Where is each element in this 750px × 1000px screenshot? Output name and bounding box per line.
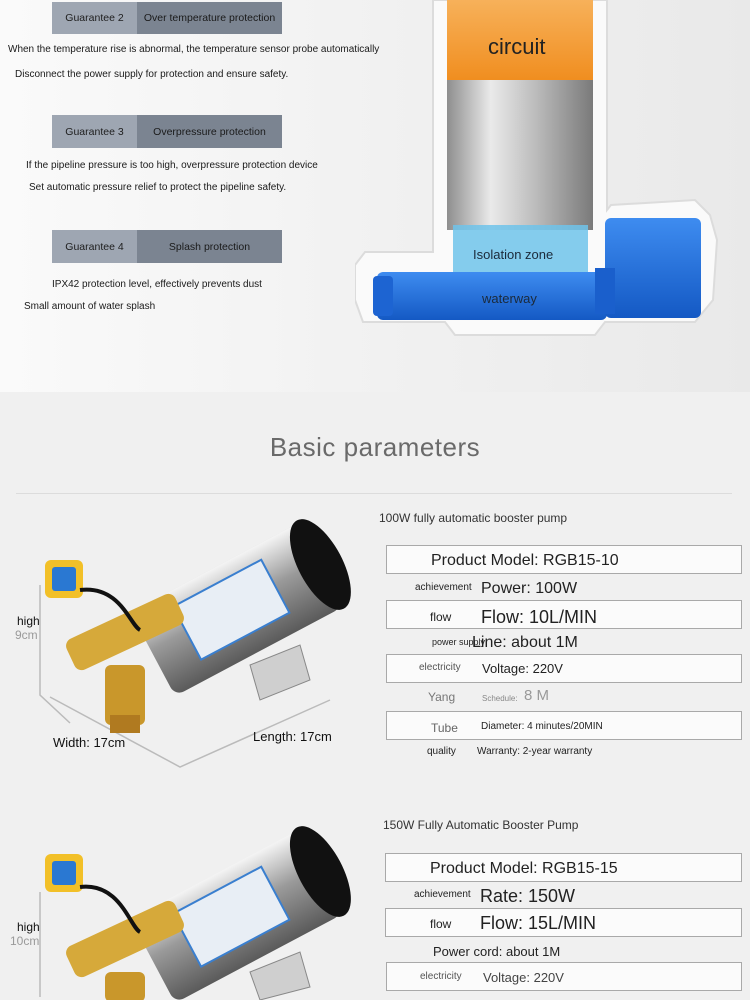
spec-label: Tube bbox=[431, 721, 458, 735]
height-value: 10cm bbox=[10, 934, 40, 948]
spec-label: Yang bbox=[428, 690, 456, 704]
height-label: high bbox=[17, 920, 40, 934]
spec-model: Product Model: RGB15-15 bbox=[430, 860, 618, 877]
guarantee-description: Set automatic pressure relief to protect the pipeline safety. bbox=[29, 182, 287, 193]
spec-label: quality bbox=[427, 746, 456, 757]
guarantee-description: IPX42 protection level, effectively prevents dust bbox=[52, 279, 262, 290]
guarantee-description: When the temperature rise is abnormal, the temperature sensor probe automatically bbox=[8, 44, 380, 55]
spec-warranty: Warranty: 2-year warranty bbox=[477, 746, 593, 757]
spec-label: achievement bbox=[414, 889, 471, 900]
spec-voltage: Voltage: 220V bbox=[483, 970, 564, 985]
spec-model: Product Model: RGB15-10 bbox=[431, 552, 619, 569]
protection-features-section bbox=[0, 0, 750, 392]
spec-diameter: Diameter: 4 minutes/20MIN bbox=[481, 721, 603, 732]
spec-label: electricity bbox=[420, 971, 462, 982]
product-title: 150W Fully Automatic Booster Pump bbox=[383, 818, 579, 832]
spec-power: Power: 100W bbox=[481, 580, 578, 597]
guarantee-description: Small amount of water splash bbox=[24, 301, 156, 312]
circuit-label: circuit bbox=[488, 34, 546, 59]
height-value: 9cm bbox=[15, 628, 38, 642]
height-label: high bbox=[17, 614, 40, 628]
spec-flow: Flow: 15L/MIN bbox=[480, 913, 597, 933]
spec-label: flow bbox=[430, 610, 452, 624]
guarantee-number: Guarantee 2 bbox=[52, 2, 137, 34]
isolation-zone-label: Isolation zone bbox=[473, 247, 554, 262]
section-title: Basic parameters bbox=[269, 432, 481, 462]
guarantee-title: Over temperature protection bbox=[137, 2, 282, 34]
spec-cord: Line: about 1M bbox=[472, 634, 578, 651]
product-title: 100W fully automatic booster pump bbox=[379, 511, 568, 525]
spec-head: 8 M bbox=[524, 687, 550, 704]
waterway-label: waterway bbox=[482, 291, 537, 306]
guarantee-number: Guarantee 3 bbox=[52, 115, 137, 148]
divider bbox=[16, 493, 732, 494]
spec-flow: Flow: 10L/MIN bbox=[481, 607, 598, 627]
spec-label: achievement bbox=[415, 582, 472, 593]
pump-cutaway-diagram bbox=[355, 0, 750, 392]
width-dimension: Width: 17cm bbox=[53, 735, 126, 750]
spec-power: Rate: 150W bbox=[480, 886, 576, 906]
length-dimension: Length: 17cm bbox=[253, 729, 332, 744]
spec-head-sub: Schedule: bbox=[482, 694, 518, 703]
guarantee-3-badge bbox=[52, 115, 282, 148]
guarantee-title: Splash protection bbox=[137, 230, 282, 263]
guarantee-2-badge bbox=[52, 2, 282, 34]
pump-diagram-illustration bbox=[355, 0, 750, 392]
pump-product-image bbox=[10, 812, 370, 1000]
guarantee-4-badge bbox=[52, 230, 282, 263]
guarantee-description: If the pipeline pressure is too high, overpressure protection device bbox=[26, 160, 318, 171]
spec-label: power supply bbox=[432, 637, 486, 647]
guarantee-title: Overpressure protection bbox=[137, 115, 282, 148]
spec-label: flow bbox=[430, 917, 452, 931]
spec-cord: Power cord: about 1M bbox=[433, 944, 561, 959]
guarantee-number: Guarantee 4 bbox=[52, 230, 137, 263]
guarantee-description: Disconnect the power supply for protection and ensure safety. bbox=[15, 69, 289, 80]
spec-voltage: Voltage: 220V bbox=[482, 661, 563, 676]
spec-label: electricity bbox=[419, 662, 461, 673]
